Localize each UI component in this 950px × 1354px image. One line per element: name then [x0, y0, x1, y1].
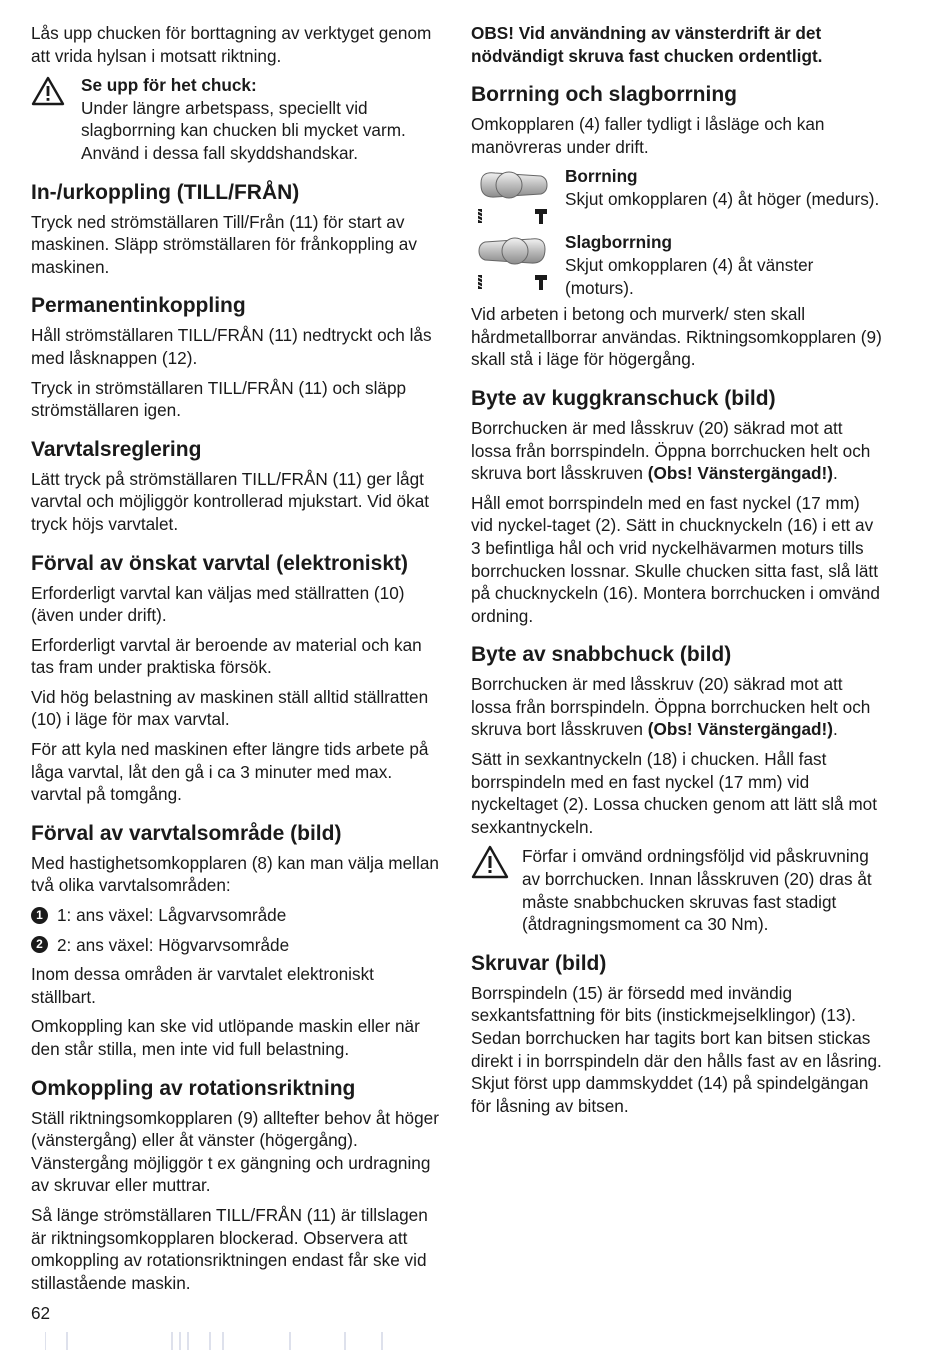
section-heading: Förval av varvtalsområde (bild) — [31, 821, 342, 845]
paragraph: Omkoppling kan ske vid utlöpande maskin eller när den står stilla, men inte vid full belastning. — [31, 1016, 420, 1059]
paragraph: För att kyla ned maskinen efter längre tids arbete på låga varvtal, låt den gå i ca 3 minuter med max. varvtal på tomgång. — [31, 739, 429, 805]
obs-note: OBS! Vid användning av vänsterdrift är det nödvändigt skruva fast chucken ordentligt. — [471, 23, 823, 66]
mode-switch-knob-icon — [471, 165, 555, 227]
paragraph: Borrspindeln (15) är försedd med invändig sexkantsfattning för bits (instickmejselklingor) (13). Sedan borrchucken har tagits bort kan bitsen stickas direkt i in borrspindeln där den hålls fast av en låsring. Skjut först upp dammskyddet (14) på spindelgängan för låsning av bitsen. — [471, 982, 882, 1116]
paragraph: Håll strömställaren TILL/FRÅN (11) nedtryckt och lås med låsknappen (12). — [31, 325, 432, 368]
warning-text: Under längre arbetspass, speciellt vid slagborrning kan chucken bli mycket varm. Använd i dessa fall skyddshandskar. — [81, 97, 406, 163]
mode-title: Slagborrning — [565, 232, 672, 253]
warning-triangle-icon — [471, 845, 511, 884]
page-number: 62 — [31, 1303, 51, 1323]
paragraph: Erforderligt varvtal kan väljas med ställratten (10) (även under drift). — [31, 582, 405, 626]
section-heading: In-/urkoppling (TILL/FRÅN) — [31, 180, 300, 204]
paragraph: Sätt in sexkantnyckeln (18) i chucken. Håll fast borrspindeln med en fast nyckel (17 mm) vid nyckeltaget (2). Lossa chucken genom att lätt slå mot sexkantnyckeln. — [471, 749, 878, 837]
section-heading: Borrning och slagborrning — [471, 83, 737, 107]
hammer-drilling-mode — [471, 231, 883, 299]
warning-triangle-icon — [31, 76, 71, 111]
paragraph: Lätt tryck på strömställaren TILL/FRÅN (11) ger lågt varvtal och möjliggör kontrollerad mjukstart. Vid ökat tryck höjs varvtalet. — [31, 468, 430, 534]
gear-range-item-1 — [31, 904, 441, 927]
section-heading: Byte av kuggkranschuck (bild) — [471, 386, 776, 410]
text-run: Borrchucken är med låsskruv (20) säkrad mot att lossa från borrspindeln. Öppna borrchucken helt och skruva bort låsskruven — [471, 417, 871, 484]
paragraph: Ställ riktningsomkopplaren (9) alltefter behov åt höger (vänstergång) eller åt vänster (högergång). Vänstergång möjliggör t ex gängning och urdragning av skruvar eller muttrar. — [31, 1107, 439, 1196]
mode-text: Skjut omkopplaren (4) åt vänster (moturs). — [565, 254, 814, 298]
item-label: 1: ans växel: Lågvarvsområde — [57, 905, 287, 926]
text-run: Borrchucken är med låsskruv (20) säkrad mot att lossa från borrspindeln. Öppna borrchucken helt och skruva bort låsskruven — [471, 674, 871, 740]
quick-chuck-warning — [471, 845, 883, 935]
section-heading: Omkoppling av rotationsriktning — [31, 1076, 356, 1100]
hammer-icon — [535, 275, 547, 290]
paragraph: Tryck in strömställaren TILL/FRÅN (11) och släpp strömställaren igen. — [31, 377, 407, 421]
gear-range-item-2 — [31, 934, 441, 957]
text-run: . — [833, 719, 838, 740]
text-run: . — [833, 463, 838, 484]
paragraph: Inom dessa områden är varvtalet elektroniskt ställbart. — [31, 964, 374, 1007]
mode-title: Borrning — [565, 166, 638, 187]
drill-bit-icon — [478, 275, 482, 289]
warning-title: Se upp för het chuck: — [81, 75, 257, 96]
mode-switch-knob-icon — [471, 231, 555, 293]
paragraph: Vid arbeten i betong och murverk/ sten skall hårdmetallborrar användas. Riktningsomkopplaren (9) skall stå i läge för högergång. — [471, 304, 882, 370]
section-heading: Skruvar (bild) — [471, 951, 607, 975]
bold-note: (Obs! Vänstergängad!) — [647, 719, 833, 740]
right-column — [471, 22, 883, 1124]
left-column — [31, 22, 441, 1301]
paragraph: Erforderligt varvtal är beroende av material och kan tas fram under praktiska försök. — [31, 634, 422, 678]
paragraph — [471, 417, 883, 485]
warning-text: Förfar i omvänd ordningsföljd vid påskruvning av borrchucken. Innan låsskruven (20) dras åt måste snabbchucken skruvas fast stadigt (åtdragningsmoment ca 30 Nm). — [522, 846, 872, 935]
drilling-mode — [471, 165, 883, 227]
paragraph: Omkopplaren (4) faller tydligt i låsläge och kan manövreras under drift. — [471, 114, 825, 157]
section-heading: Byte av snabbchuck (bild) — [471, 643, 732, 667]
paragraph: Med hastighetsomkopplaren (8) kan man välja mellan två olika varvtalsområden: — [31, 852, 439, 896]
section-heading: Permanentinkoppling — [31, 294, 246, 318]
drill-bit-icon — [478, 209, 482, 223]
intro-paragraph: Lås upp chucken för borttagning av verktyget genom att vrida hylsan i motsatt riktning. — [31, 23, 432, 66]
bold-note: (Obs! Vänstergängad!) — [647, 463, 833, 484]
number-badge: 2 — [31, 936, 48, 953]
paragraph — [471, 673, 883, 741]
number-badge: 1 — [31, 907, 48, 924]
hot-chuck-warning — [31, 74, 441, 164]
section-heading: Förval av önskat varvtal (elektroniskt) — [31, 551, 408, 575]
mode-text: Skjut omkopplaren (4) åt höger (medurs). — [565, 188, 880, 209]
hammer-icon — [535, 209, 547, 224]
paragraph: Så länge strömställaren TILL/FRÅN (11) är tillslagen är riktningsomkopplaren blockerad. Observera att omkoppling av rotationsriktningen endast får ske vid stillastående maskin. — [31, 1204, 428, 1293]
paragraph: Håll emot borrspindeln med en fast nyckel (17 mm) vid nyckel-taget (2). Sätt in chucknyckeln (16) i ett av 3 befintliga hål och vrid nyckelhävarmen moturs tills borrchucken lossnar. Skulle chucken sitta fast, slå lätt på chucknyckeln (16). Montera borrchucken i omvänd ordning. — [471, 492, 880, 626]
paragraph: Tryck ned strömställaren Till/Från (11) för start av maskinen. Släpp strömställaren för frånkoppling av maskinen. — [31, 211, 417, 277]
section-heading: Varvtalsreglering — [31, 437, 202, 461]
item-label: 2: ans växel: Högvarvsområde — [57, 934, 290, 955]
print-marks — [45, 1330, 405, 1352]
paragraph: Vid hög belastning av maskinen ställ alltid ställratten (10) i läge för max varvtal. — [31, 686, 429, 730]
